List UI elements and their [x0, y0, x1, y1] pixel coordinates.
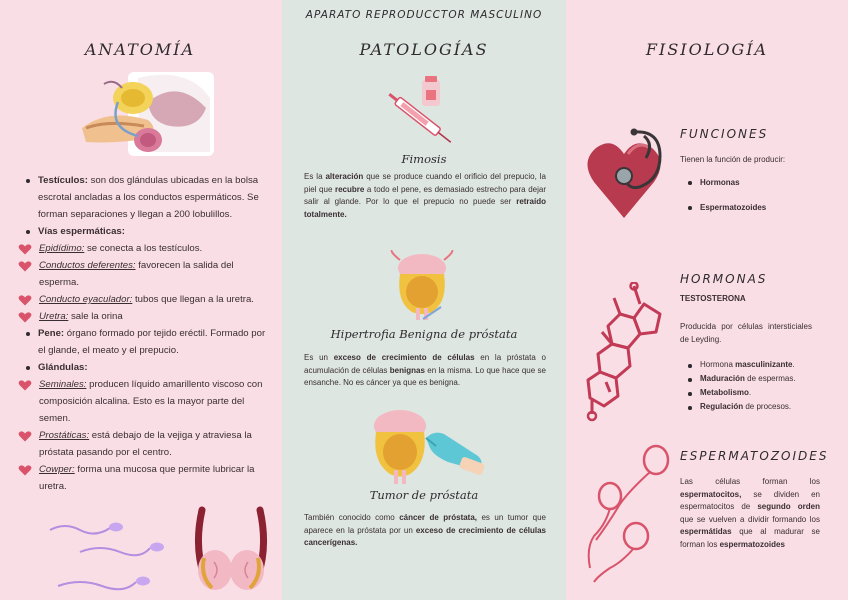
funciones-list	[686, 175, 832, 215]
hiperplasia-text: Es un exceso de crecimiento de células en la próstata o acumulación de células benignas en la misma. Lo que hace que se ensanche. No es cáncer ya que es benigna.	[304, 353, 547, 388]
hormone-name: TESTOSTERONA	[680, 294, 746, 303]
funciones-title: FUNCIONES	[680, 127, 769, 141]
hormonas-title: HORMONAS	[680, 272, 768, 286]
fimosis-text: Es la alteración que se produce cuando el orificio del prepucio, la piel que recubre a todo el pene, es demasiado estrecho para dejar salir al glande. Por lo que el prepucio no puede ser retraído totalmente.	[304, 172, 546, 219]
espermatozoides-title: ESPERMATOZOIDES	[680, 449, 829, 463]
sperm-cells-illustration	[580, 444, 672, 584]
funciones-intro: Tienen la función de producir:	[680, 155, 786, 164]
heart-icon	[18, 380, 32, 391]
espermatozoides-text: Las células forman los espermatocitos, se dividen en espermatocitos de segundo orden que se vuelven a dividir formando los espermátidas que al madurar se forman los espermatozoides	[680, 477, 820, 549]
testicles-illustration	[190, 506, 272, 596]
list-item: Uretra: sale la orina	[24, 308, 272, 325]
list-item: Seminales: producen líquido amarillento viscoso con composición alcalina. Esto es la mayor parte del semen.	[24, 376, 272, 427]
list-item: Hormona masculinizante.	[686, 358, 832, 372]
tumor-title: Tumor de próstata	[369, 488, 479, 502]
list-item: Conductos deferentes: favorecen la salida del esperma.	[24, 257, 272, 291]
list-item: Cowper: forma una mucosa que permite lubricar la uretra.	[24, 461, 272, 495]
list-item: Pene: órgano formado por tejido eréctil. Formado por el glande, el meato y el prepucio.	[24, 325, 272, 359]
prostate-exam-illustration	[364, 404, 492, 486]
sperm-illustration	[40, 508, 190, 598]
list-item: Epidídimo: se conecta a los testículos.	[24, 240, 272, 257]
pathologies-title: PATOLOGÍAS	[359, 40, 489, 59]
list-item: Prostáticas: está debajo de la vejiga y atraviesa la próstata pasando por el centro.	[24, 427, 272, 461]
hormonas-list	[686, 358, 832, 414]
heart-icon	[18, 465, 32, 476]
hiperplasia-title: Hipertrofia Benigna de próstata	[330, 327, 518, 341]
heart-icon	[18, 295, 32, 306]
heart-icon	[18, 244, 32, 255]
tumor-text: También conocido como cáncer de próstata, es un tumor que aparece en la próstata por un exceso de crecimiento de células cancerígenas.	[304, 513, 546, 548]
heart-icon	[18, 312, 32, 323]
male-anatomy-illustration	[78, 68, 218, 160]
list-item: Regulación de procesos.	[686, 400, 832, 414]
document-title: APARATO REPRODUCCTOR MASCULINO	[305, 9, 543, 21]
list-item: Metabolismo.	[686, 386, 832, 400]
list-item: Vías espermáticas:	[24, 223, 272, 240]
syringe-icon	[378, 76, 462, 148]
list-item: Maduración de espermas.	[686, 372, 832, 386]
heart-icon	[18, 431, 32, 442]
list-item: Hormonas	[686, 175, 832, 190]
heart-icon	[18, 261, 32, 272]
hormonas-text: Producida por células intersticiales de Leyding.	[680, 322, 812, 344]
testosterone-molecule-illustration	[584, 282, 672, 422]
list-item: Conducto eyaculador: tubos que llegan a la uretra.	[24, 291, 272, 308]
spark-icon	[421, 305, 443, 321]
physiology-title: FISIOLOGÍA	[645, 40, 769, 59]
anatomy-list	[24, 172, 272, 495]
list-item: Testículos: son dos glándulas ubicadas en la bolsa escrotal ancladas a los conductos espermáticos. Se forman separaciones y llegan a 200 lobulillos.	[24, 172, 272, 223]
anatomy-title: ANATOMÍA	[84, 40, 196, 59]
list-item: Glándulas:	[24, 359, 272, 376]
heart-stethoscope-illustration	[584, 126, 670, 226]
list-item: Espermatozoides	[686, 200, 832, 215]
fimosis-title: Fimosis	[401, 152, 447, 166]
